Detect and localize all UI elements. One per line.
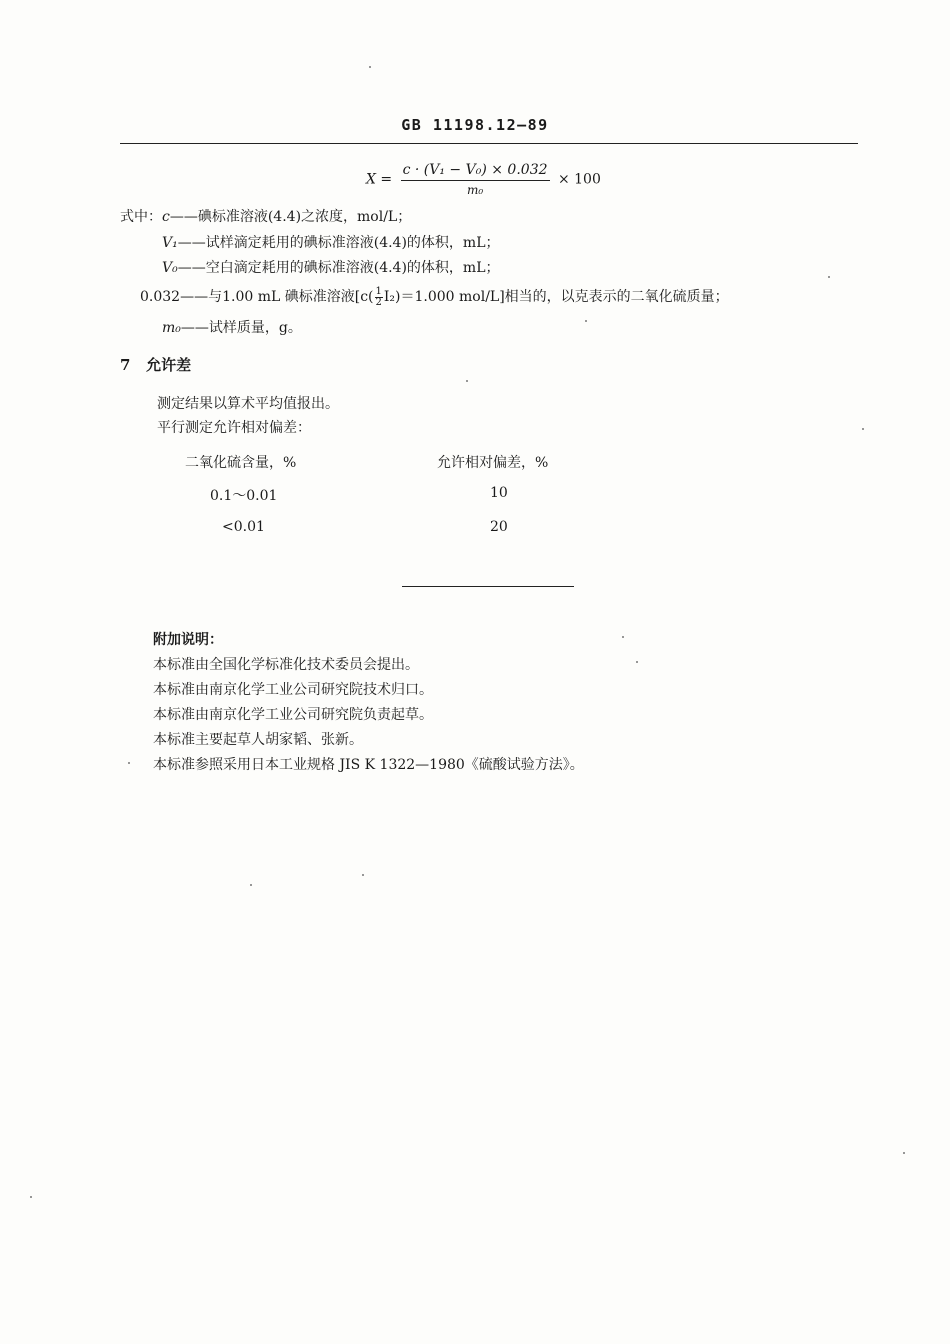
appendix-line: 本标准参照采用日本工业规格 JIS K 1322—1980《硫酸试验方法》。 — [153, 757, 584, 773]
formula-denominator: m₀ — [466, 183, 484, 197]
scan-speck — [30, 1196, 32, 1198]
half-fraction — [375, 287, 383, 308]
definition-text: ——试样滴定耗用的碘标准溶液(4.4)的体积，mL； — [177, 235, 500, 251]
definition-text: ——试样质量，g。 — [180, 320, 302, 336]
scan-speck — [585, 320, 587, 322]
definition-row — [162, 232, 500, 252]
definition-text: ——空白滴定耗用的碘标准溶液(4.4)的体积，mL； — [177, 260, 500, 276]
section-number: 7 — [120, 356, 131, 374]
document-number: GB 11198.12—89 — [401, 116, 549, 134]
formula-lhs: X = — [366, 171, 393, 188]
appendix-line: 本标准由南京化学工业公司研究院负责起草。 — [153, 707, 433, 723]
scan-speck — [369, 66, 371, 68]
scan-speck — [466, 380, 468, 382]
definition-symbol: V₀ — [162, 260, 178, 276]
definition-symbol: m₀ — [162, 320, 181, 336]
appendix-line: 本标准由全国化学标准化技术委员会提出。 — [153, 657, 419, 673]
section-title: 允许差 — [146, 356, 192, 374]
scan-speck — [128, 762, 130, 764]
definition-text: ——与1.00 mL 碘标准溶液[c( — [180, 289, 374, 305]
definition-symbol: c — [162, 209, 170, 225]
table-header-content: 二氧化硫含量，% — [185, 455, 297, 471]
table-cell: 10 — [490, 485, 508, 501]
definition-row — [162, 257, 500, 277]
paragraph: 测定结果以算术平均值报出。 — [157, 396, 339, 412]
formula-numerator: c · (V₁ − V₀) × 0.032 — [401, 162, 550, 181]
scan-speck — [250, 884, 252, 886]
definition-text: I₂)＝1.000 mol/L]相当的，以克表示的二氧化硫质量； — [383, 289, 729, 305]
paragraph: 平行测定允许相对偏差： — [157, 420, 311, 436]
formula — [366, 162, 601, 197]
appendix-line: 本标准主要起草人胡家韬、张新。 — [153, 732, 363, 748]
half-numerator: 1 — [375, 285, 382, 297]
scan-speck — [362, 874, 364, 876]
definition-row — [120, 206, 411, 226]
scan-speck — [903, 1152, 905, 1154]
scan-speck — [828, 276, 830, 278]
scan-speck — [636, 661, 638, 663]
half-denominator: 2 — [375, 296, 382, 308]
table-cell: 0.1～0.01 — [210, 488, 278, 504]
formula-fraction — [401, 162, 550, 197]
scan-speck — [862, 428, 864, 430]
section-heading — [120, 354, 191, 375]
table-header-deviation: 允许相对偏差，% — [437, 455, 549, 471]
definition-text: ——碘标准溶液(4.4)之浓度，mol/L； — [169, 209, 412, 225]
definition-symbol: V₁ — [162, 235, 178, 251]
header-rule — [120, 143, 858, 144]
formula-multiplier: × 100 — [557, 171, 601, 188]
appendix-line: 本标准由南京化学工业公司研究院技术归口。 — [153, 682, 433, 698]
table-cell: <0.01 — [222, 519, 265, 535]
definition-symbol: 0.032 — [140, 289, 181, 305]
appendix-title: 附加说明： — [153, 632, 223, 648]
definition-row — [162, 317, 302, 337]
definition-row — [140, 286, 729, 308]
definitions-lead: 式中： — [120, 209, 162, 225]
section-divider — [402, 586, 574, 587]
table-cell: 20 — [490, 519, 508, 535]
scan-speck — [622, 636, 624, 638]
